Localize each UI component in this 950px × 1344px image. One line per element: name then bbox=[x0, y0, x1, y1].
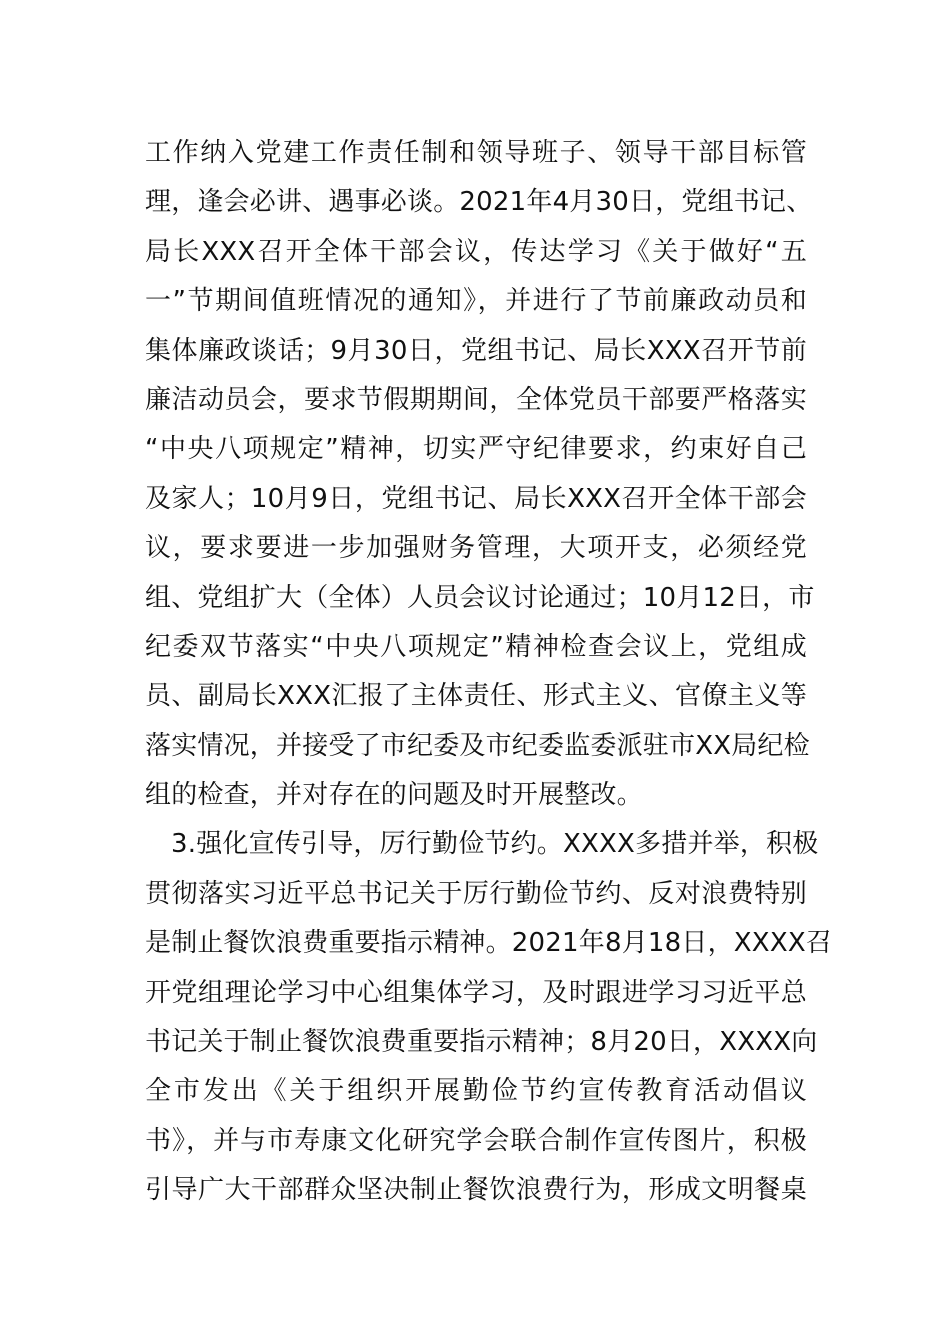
text-line: 组、党组扩大（全体）人员会议讨论通过；10月12日，市 bbox=[145, 582, 815, 613]
text-line: 落实情况，并接受了市纪委及市纪委监委派驻市XX局纪检 bbox=[145, 730, 810, 761]
text-line: “中央八项规定”精神，切实严守纪律要求，约束好自己 bbox=[145, 434, 807, 465]
text-line: 全市发出《关于组织开展勤俭节约宣传教育活动倡议 bbox=[145, 1076, 807, 1107]
text-line: 书记关于制止餐饮浪费重要指示精神；8月20日，XXXX向 bbox=[145, 1027, 818, 1058]
text-line: 及家人；10月9日，党组书记、局长XXX召开全体干部会 bbox=[145, 483, 807, 514]
text-line: 议，要求要进一步加强财务管理，大项开支，必须经党 bbox=[145, 533, 807, 564]
text-line: 开党组理论学习中心组集体学习，及时跟进学习习近平总 bbox=[145, 977, 807, 1008]
text-line: 书》，并与市寿康文化研究学会联合制作宣传图片，积极 bbox=[145, 1125, 807, 1156]
text-line: 局长XXX召开全体干部会议，传达学习《关于做好“五 bbox=[145, 236, 807, 267]
body-text bbox=[145, 129, 833, 1216]
text-line: 一”节期间值班情况的通知》，并进行了节前廉政动员和 bbox=[145, 286, 807, 317]
paragraph-2 bbox=[145, 820, 833, 1215]
text-line: 3.强化宣传引导，厉行勤俭节约。XXXX多措并举，积极 bbox=[171, 829, 819, 860]
text-line: 引导广大干部群众坚决制止餐饮浪费行为，形成文明餐桌 bbox=[145, 1175, 807, 1206]
text-line: 是制止餐饮浪费重要指示精神。2021年8月18日，XXXX召 bbox=[145, 928, 833, 959]
paragraph-1 bbox=[145, 129, 815, 820]
text-line: 工作纳入党建工作责任制和领导班子、领导干部目标管 bbox=[145, 138, 807, 168]
text-line: 廉洁动员会，要求节假期期间，全体党员干部要严格落实 bbox=[145, 384, 807, 415]
text-line: 纪委双节落实“中央八项规定”精神检查会议上，党组成 bbox=[145, 631, 807, 662]
text-line: 集体廉政谈话；9月30日，党组书记、局长XXX召开节前 bbox=[145, 335, 807, 366]
text-line: 员、副局长XXX汇报了主体责任、形式主义、官僚主义等 bbox=[145, 681, 807, 712]
text-line: 理，逢会必讲、遇事必谈。2021年4月30日，党组书记、 bbox=[145, 187, 813, 218]
text-line: 组的检查，并对存在的问题及时开展整改。 bbox=[145, 780, 643, 811]
text-line: 贯彻落实习近平总书记关于厉行勤俭节约、反对浪费特别 bbox=[145, 878, 807, 909]
